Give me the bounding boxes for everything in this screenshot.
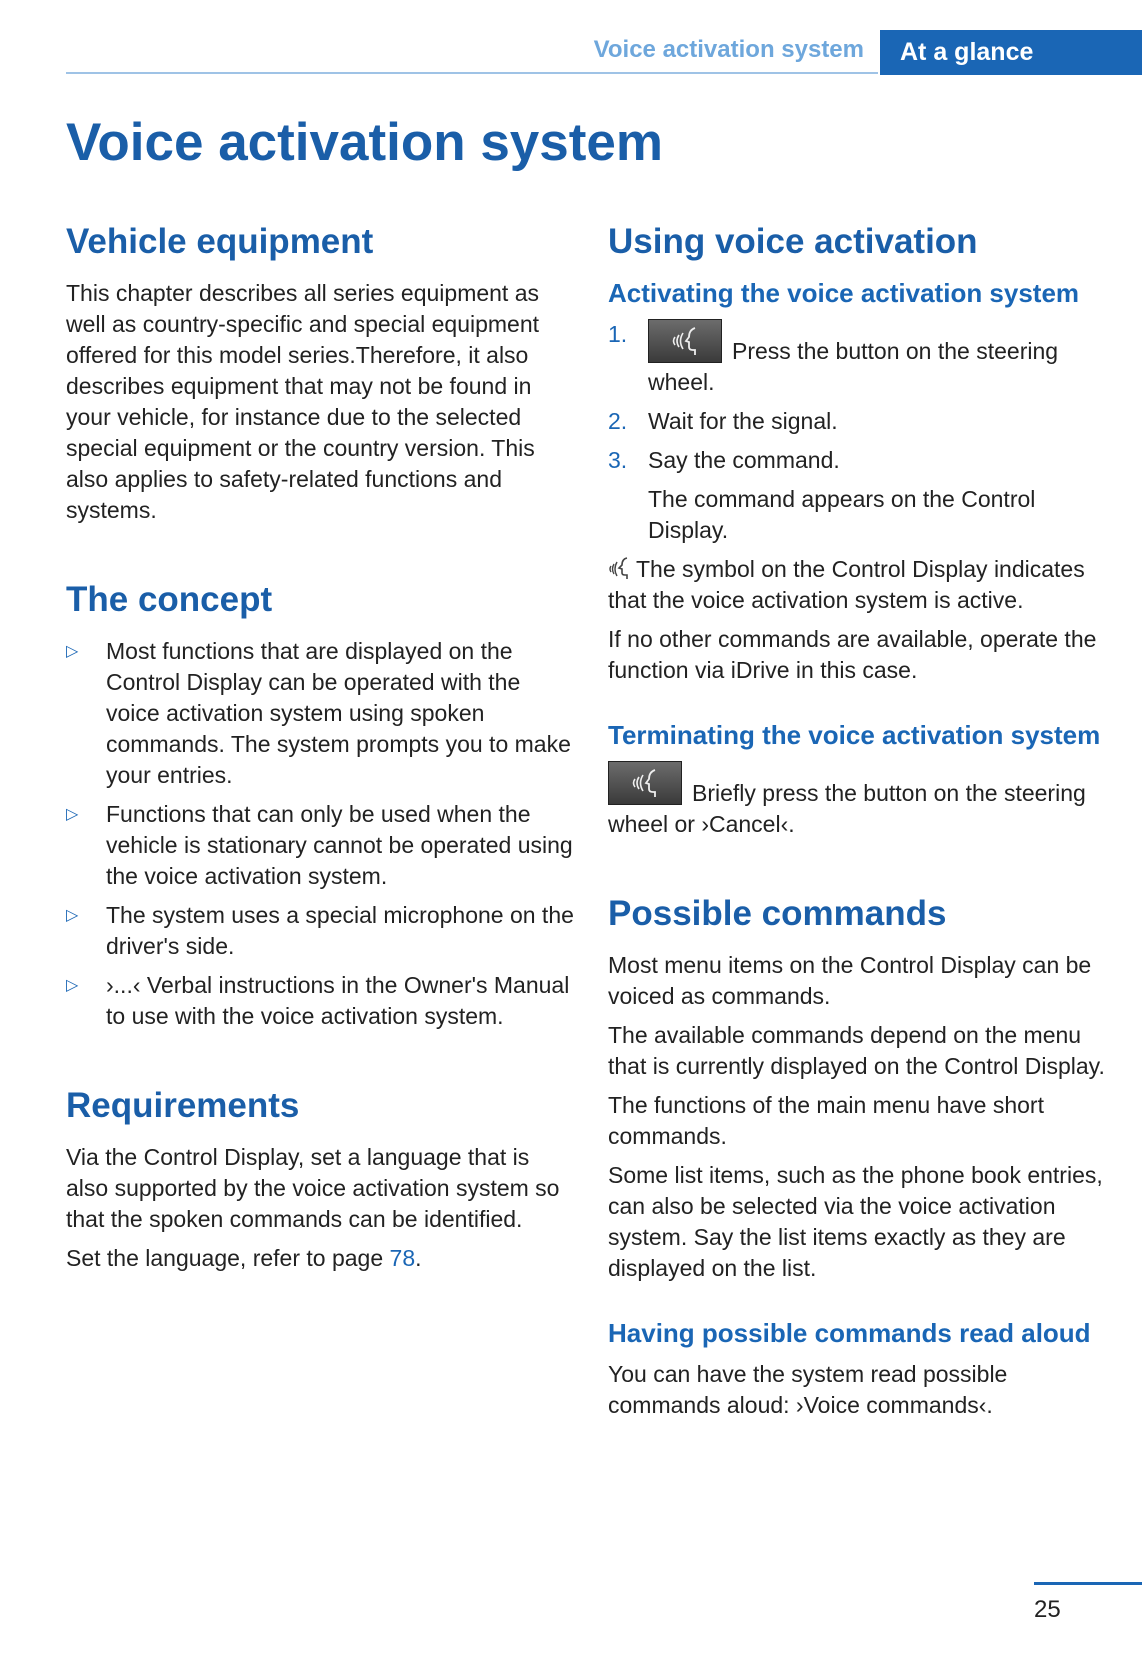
list-item bbox=[608, 445, 1114, 476]
activating-heading: Activating the voice activation system bbox=[608, 278, 1080, 308]
list-item bbox=[66, 970, 576, 1032]
left-column bbox=[66, 220, 576, 1282]
requirements-heading: Requirements bbox=[66, 1086, 300, 1125]
list-item bbox=[608, 406, 1114, 437]
step3-note: The command appears on the Control Display. bbox=[648, 486, 1036, 543]
no-commands-text: If no other commands are available, operate the function via iDrive in this case. bbox=[608, 626, 1097, 683]
page-link[interactable]: 78 bbox=[389, 1245, 416, 1271]
header-section-title: Voice activation system bbox=[593, 36, 864, 63]
possible-commands-heading: Possible commands bbox=[608, 894, 947, 933]
using-voice-section bbox=[608, 220, 1114, 840]
concept-heading: The concept bbox=[66, 580, 273, 619]
activation-steps bbox=[608, 319, 1114, 476]
triangle-bullet-icon: ▷ bbox=[66, 806, 79, 823]
concept-list bbox=[66, 636, 576, 1032]
step-number: 2. bbox=[608, 408, 628, 434]
vehicle-equipment-text: This chapter describes all series equipment as well as country-specific and special equipment offered for this model series.Therefore, it also describes equipment that may not be found in your vehicle, for instance due to the selected special equipment or the country version. This also applies to safety-related functions and systems. bbox=[66, 280, 540, 523]
requirements-text: Via the Control Display, set a language that is also supported by the voice activation system so that the spoken commands can be identified. bbox=[66, 1144, 560, 1232]
possible-commands-section bbox=[608, 892, 1114, 1421]
list-item-text: ›...‹ Verbal instructions in the Owner's Manual to use with the voice activation system. bbox=[106, 972, 570, 1029]
list-item-text: Most functions that are displayed on the Control Display can be operated with the voice activation system using spoken commands. The system prompts you to make your entries. bbox=[106, 638, 571, 788]
header-rule bbox=[66, 72, 878, 74]
symbol-description bbox=[608, 554, 1114, 616]
list-item bbox=[66, 900, 576, 962]
language-ref-text: Set the language, refer to page bbox=[66, 1245, 390, 1271]
terminating-heading: Terminating the voice activation system bbox=[608, 720, 1101, 750]
requirements-language-ref bbox=[66, 1243, 576, 1274]
vehicle-equipment-heading: Vehicle equipment bbox=[66, 222, 374, 261]
terminating-text bbox=[608, 761, 1114, 840]
terminating-instruction: Briefly press the button on the steering wheel or ›Cancel‹. bbox=[608, 780, 1086, 837]
step-text: Wait for the signal. bbox=[648, 408, 838, 434]
step-number: 1. bbox=[608, 321, 628, 347]
requirements-section bbox=[66, 1084, 576, 1274]
possible-commands-p2: The available commands depend on the menu that is currently displayed on the Control Display. bbox=[608, 1022, 1105, 1079]
page-number: 25 bbox=[1034, 1596, 1061, 1623]
read-aloud-text: You can have the system read possible commands aloud: ›Voice commands‹. bbox=[608, 1361, 1008, 1418]
header-tab: At a glance bbox=[880, 30, 1142, 75]
page-title: Voice activation system bbox=[66, 113, 664, 172]
possible-commands-p4: Some list items, such as the phone book entries, can also be selected via the voice activation system. Say the list items exactly as they are displayed on the list. bbox=[608, 1162, 1103, 1281]
footer-rule bbox=[1034, 1582, 1142, 1585]
list-item bbox=[608, 319, 1114, 398]
vehicle-equipment-section bbox=[66, 220, 576, 526]
possible-commands-p1: Most menu items on the Control Display can be voiced as commands. bbox=[608, 952, 1092, 1009]
using-voice-heading: Using voice activation bbox=[608, 222, 978, 261]
triangle-bullet-icon: ▷ bbox=[66, 977, 79, 994]
triangle-bullet-icon: ▷ bbox=[66, 907, 79, 924]
voice-symbol-icon bbox=[608, 556, 632, 580]
step-number: 3. bbox=[608, 447, 628, 473]
right-column bbox=[608, 220, 1114, 1429]
triangle-bullet-icon: ▷ bbox=[66, 643, 79, 660]
language-ref-period: . bbox=[415, 1245, 422, 1271]
list-item bbox=[66, 636, 576, 791]
read-aloud-heading: Having possible commands read aloud bbox=[608, 1318, 1091, 1348]
possible-commands-p3: The functions of the main menu have short commands. bbox=[608, 1092, 1044, 1149]
list-item-text: The system uses a special microphone on the driver's side. bbox=[106, 902, 574, 959]
voice-button-icon bbox=[648, 319, 722, 363]
step-text: Say the command. bbox=[648, 447, 840, 473]
concept-section bbox=[66, 578, 576, 1032]
voice-button-icon bbox=[608, 761, 682, 805]
symbol-text: The symbol on the Control Display indicates that the voice activation system is active. bbox=[608, 556, 1085, 613]
list-item-text: Functions that can only be used when the vehicle is stationary cannot be operated using the voice activation system. bbox=[106, 801, 573, 889]
step-text: Press the button on the steering wheel. bbox=[648, 338, 1059, 395]
list-item bbox=[66, 799, 576, 892]
